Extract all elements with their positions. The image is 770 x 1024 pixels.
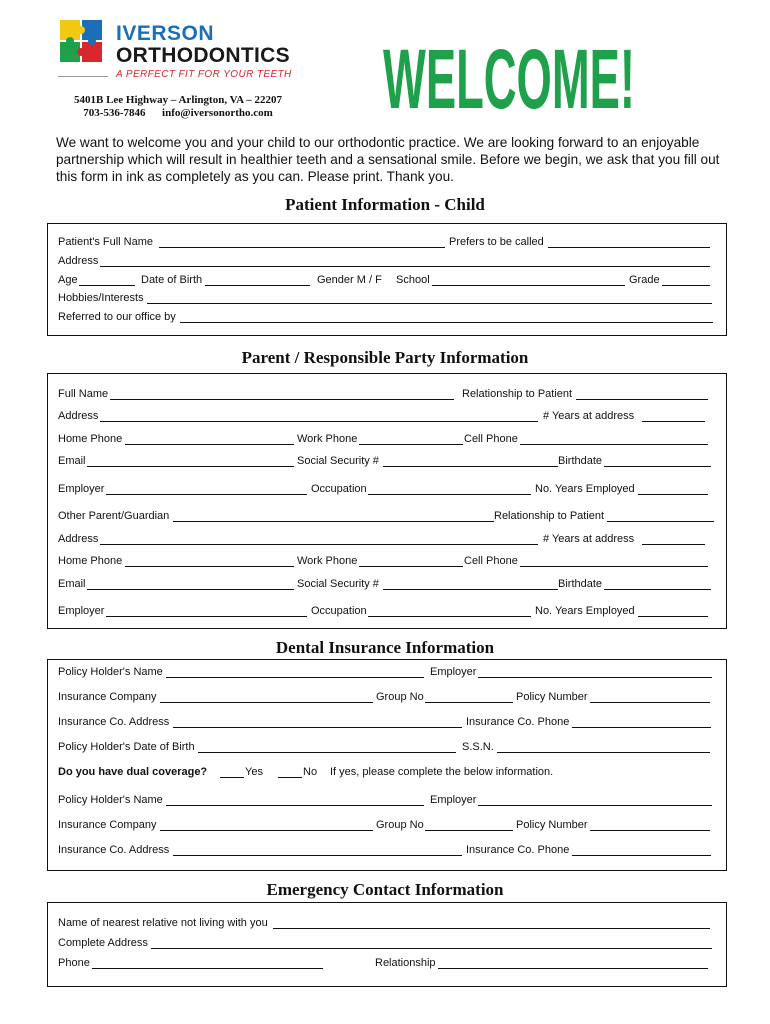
label: Employer	[430, 666, 477, 678]
label: Insurance Co. Address	[58, 844, 170, 856]
emergency-phone-field[interactable]	[92, 968, 323, 969]
label: Age	[58, 274, 78, 286]
section-heading-insurance: Dental Insurance Information	[275, 638, 495, 657]
brand-name-line1: IVERSON	[116, 22, 215, 45]
label: Home Phone	[58, 555, 123, 567]
other-occupation-field[interactable]	[368, 616, 531, 617]
address-line: 5401B Lee Highway – Arlington, VA – 22207	[73, 94, 282, 106]
other-work-phone-field[interactable]	[359, 566, 463, 567]
label: Social Security #	[297, 578, 379, 590]
dual-yes-blank[interactable]	[220, 777, 244, 778]
label: Complete Address	[58, 937, 148, 949]
label: Occupation	[311, 483, 367, 495]
label: Employer	[58, 483, 105, 495]
prefers-called-field[interactable]	[548, 247, 710, 248]
other-relationship-field[interactable]	[607, 521, 714, 522]
label: Phone	[58, 957, 90, 969]
parent-ssn-field[interactable]	[383, 466, 558, 467]
school-field[interactable]	[432, 285, 625, 286]
other-address-field[interactable]	[100, 544, 538, 545]
child-address-field[interactable]	[100, 266, 710, 267]
label: Email	[58, 455, 86, 467]
parent-years-address-field[interactable]	[642, 421, 705, 422]
dual-coverage-question: Do you have dual coverage?	[58, 766, 208, 778]
parent-row-name	[48, 388, 728, 402]
other-years-employed-field[interactable]	[638, 616, 708, 617]
age-field[interactable]	[79, 285, 135, 286]
label: Patient's Full Name	[58, 236, 154, 248]
intro-paragraph: We want to welcome you and your child to our orthodontic practice. We are looking forward to an enjoyable partnership which will result in healthier teeth and a sensational smile. Before we begin, we ask that you fill out this form in ink as completely as you can. Please print. Thank you.	[56, 135, 720, 184]
tagline: A PERFECT FIT FOR YOUR TEETH	[116, 69, 292, 80]
parent-row-address	[48, 410, 728, 424]
other-ssn-field[interactable]	[383, 589, 558, 590]
label: Social Security #	[297, 455, 379, 467]
emergency-relationship-field[interactable]	[438, 968, 708, 969]
label: Insurance Co. Phone	[466, 716, 570, 728]
ins-row-holder	[48, 666, 728, 680]
hobbies-field[interactable]	[147, 303, 712, 304]
referred-by-field[interactable]	[180, 322, 713, 323]
holder-ssn-field[interactable]	[497, 752, 710, 753]
label: Date of Birth	[141, 274, 203, 286]
label: Relationship to Patient	[494, 510, 605, 522]
child-row-name	[48, 236, 728, 250]
label: Insurance Co. Address	[58, 716, 170, 728]
insurance-co-address-field[interactable]	[173, 727, 462, 728]
label: No. Years Employed	[535, 483, 635, 495]
nearest-relative-field[interactable]	[273, 928, 710, 929]
label: Policy Holder's Name	[58, 666, 163, 678]
other-parent-name-field[interactable]	[173, 521, 494, 522]
label: Cell Phone	[464, 433, 518, 445]
parent-work-phone-field[interactable]	[359, 444, 463, 445]
ins2-row-company	[48, 819, 728, 833]
insurance2-co-phone-field[interactable]	[572, 855, 711, 856]
holder-name-field[interactable]	[166, 677, 424, 678]
label: Other Parent/Guardian	[58, 510, 170, 522]
other-cell-phone-field[interactable]	[520, 566, 708, 567]
label: Policy Holder's Date of Birth	[58, 741, 195, 753]
parent-row-email	[48, 455, 728, 469]
label: S.S.N.	[462, 741, 494, 753]
label: Hobbies/Interests	[58, 292, 144, 304]
em-row-relative	[48, 917, 728, 931]
label: Full Name	[58, 388, 109, 400]
insurance-company-field[interactable]	[160, 702, 373, 703]
label: Address	[58, 533, 99, 545]
label: No. Years Employed	[535, 605, 635, 617]
other-birthdate-field[interactable]	[604, 589, 711, 590]
tagline-rule	[58, 76, 108, 77]
dob-field[interactable]	[205, 285, 310, 286]
parent-years-employed-field[interactable]	[638, 494, 708, 495]
ins2-row-coaddress	[48, 844, 728, 858]
other-row-employer	[48, 605, 728, 619]
label: # Years at address	[543, 533, 635, 545]
ins-row-coaddress	[48, 716, 728, 730]
ins-row-dual	[48, 766, 728, 780]
other-row-email	[48, 578, 728, 592]
insurance2-company-field[interactable]	[160, 830, 373, 831]
label: Cell Phone	[464, 555, 518, 567]
label: Referred to our office by	[58, 311, 176, 323]
label: Address	[58, 410, 99, 422]
ins2-row-holder	[48, 794, 728, 808]
em-row-address	[48, 937, 728, 951]
holder-dob-field[interactable]	[198, 752, 456, 753]
section-heading-emergency: Emergency Contact Information	[266, 880, 504, 899]
other-email-field[interactable]	[87, 589, 294, 590]
label: Occupation	[311, 605, 367, 617]
label: School	[396, 274, 430, 286]
label: Birthdate	[558, 455, 603, 467]
other-years-address-field[interactable]	[642, 544, 705, 545]
label: Gender M / F	[317, 274, 382, 286]
section-heading-parent: Parent / Responsible Party Information	[241, 348, 529, 367]
parent-row-phones	[48, 433, 728, 447]
parent-birthdate-field[interactable]	[604, 466, 711, 467]
welcome-text: WELCOME!	[383, 34, 635, 116]
label: Policy Number	[516, 819, 588, 831]
contact-line: 703-536-7846 info@iversonortho.com	[83, 107, 273, 119]
parent-cell-phone-field[interactable]	[520, 444, 708, 445]
insurance-info-box	[47, 659, 727, 871]
label: Work Phone	[297, 433, 358, 445]
label: Insurance Co. Phone	[466, 844, 570, 856]
other-row-name	[48, 510, 728, 524]
group-no-field[interactable]	[425, 702, 513, 703]
practice-address	[58, 94, 298, 120]
holder2-name-field[interactable]	[166, 805, 424, 806]
complete-address-field[interactable]	[151, 948, 712, 949]
other-home-phone-field[interactable]	[125, 566, 294, 567]
child-row-hobbies	[48, 292, 728, 306]
group2-no-field[interactable]	[425, 830, 513, 831]
label: Prefers to be called	[449, 236, 544, 248]
label: No	[303, 766, 318, 778]
other-row-phones	[48, 555, 728, 569]
insurance2-co-address-field[interactable]	[173, 855, 462, 856]
label: Employer	[58, 605, 105, 617]
holder2-employer-field[interactable]	[478, 805, 712, 806]
parent-occupation-field[interactable]	[368, 494, 531, 495]
label: Work Phone	[297, 555, 358, 567]
child-info-box	[47, 223, 727, 336]
label: Insurance Company	[58, 819, 157, 831]
label: Group No	[376, 691, 424, 703]
parent-name-field[interactable]	[110, 399, 454, 400]
label: Employer	[430, 794, 477, 806]
label: Relationship to Patient	[462, 388, 573, 400]
label: Group No	[376, 819, 424, 831]
insurance-co-phone-field[interactable]	[572, 727, 711, 728]
policy-number-field[interactable]	[590, 702, 710, 703]
other-employer-field[interactable]	[106, 616, 307, 617]
label: Name of nearest relative not living with you	[58, 917, 268, 929]
brand-name-line2: ORTHODONTICS	[116, 44, 290, 67]
label: Email	[58, 578, 86, 590]
holder-employer-field[interactable]	[478, 677, 712, 678]
label: Policy Holder's Name	[58, 794, 163, 806]
label: Relationship	[375, 957, 436, 969]
label: Insurance Company	[58, 691, 157, 703]
ins-row-holderdob	[48, 741, 728, 755]
child-row-referred	[48, 311, 728, 325]
parent-email-field[interactable]	[87, 466, 294, 467]
em-row-phone	[48, 957, 728, 971]
other-row-address	[48, 533, 728, 547]
emergency-info-box	[47, 902, 727, 987]
puzzle-logo-icon	[58, 18, 104, 64]
label: Yes	[245, 766, 263, 778]
parent-employer-field[interactable]	[106, 494, 307, 495]
welcome-title	[380, 34, 638, 116]
parent-relationship-field[interactable]	[576, 399, 708, 400]
label: Policy Number	[516, 691, 588, 703]
parent-address-field[interactable]	[100, 421, 538, 422]
grade-field[interactable]	[662, 285, 710, 286]
section-heading-child: Patient Information - Child	[285, 195, 485, 214]
parent-info-box	[47, 373, 727, 629]
parent-home-phone-field[interactable]	[125, 444, 294, 445]
policy2-number-field[interactable]	[590, 830, 710, 831]
child-row-address	[48, 255, 728, 269]
ins-row-company	[48, 691, 728, 705]
child-row-age	[48, 274, 728, 288]
label: Birthdate	[558, 578, 603, 590]
label: # Years at address	[543, 410, 635, 422]
label: Home Phone	[58, 433, 123, 445]
dual-no-blank[interactable]	[278, 777, 302, 778]
label: Address	[58, 255, 99, 267]
label: If yes, please complete the below information.	[330, 766, 554, 778]
label: Grade	[629, 274, 660, 286]
patient-name-field[interactable]	[159, 247, 445, 248]
parent-row-employer	[48, 483, 728, 497]
